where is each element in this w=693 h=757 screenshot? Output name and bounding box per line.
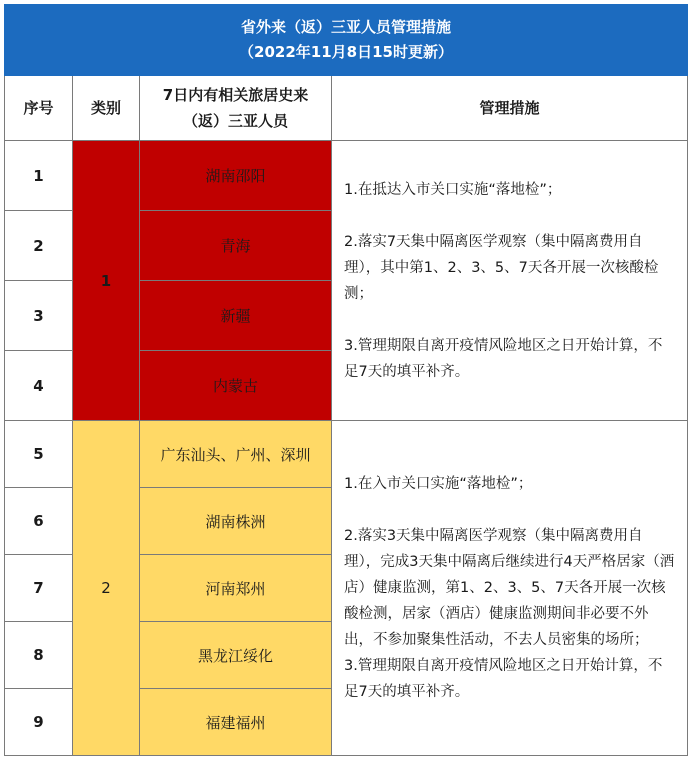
- row-index: 1: [5, 141, 73, 211]
- category-cell: 1: [73, 141, 140, 421]
- measures-cell: [332, 421, 688, 756]
- header-index: 序号: [5, 76, 73, 141]
- measure-item: 3.管理期限自离开疫情风险地区之日开始计算，不足7天的填平补齐。: [344, 337, 663, 380]
- region-cell: 湖南邵阳: [140, 141, 332, 211]
- region-cell: 河南郑州: [140, 555, 332, 622]
- measure-item: 3.管理期限自离开疫情风险地区之日开始计算，不足7天的填平补齐。: [344, 658, 663, 700]
- region-cell: 湖南株洲: [140, 488, 332, 555]
- measures-cell: [332, 141, 688, 421]
- measure-item: 2.落实7天集中隔离医学观察（集中隔离费用自理），其中第1、2、3、5、7天各开展一次核酸检测；: [344, 233, 659, 302]
- region-cell: 黑龙江绥化: [140, 622, 332, 689]
- region-cell: 福建福州: [140, 689, 332, 756]
- region-cell: 广东汕头、广州、深圳: [140, 421, 332, 488]
- table-row: [5, 141, 688, 211]
- title-line2: （2022年11月8日15时更新）: [239, 43, 453, 61]
- table-row: [5, 421, 688, 488]
- table-title: [5, 5, 688, 76]
- region-cell: 青海: [140, 211, 332, 281]
- row-index: 5: [5, 421, 73, 488]
- header-travel-line2: （返）三亚人员: [182, 112, 288, 130]
- header-travel-history: [140, 76, 332, 141]
- region-cell: 新疆: [140, 281, 332, 351]
- row-index: 7: [5, 555, 73, 622]
- header-measures: 管理措施: [332, 76, 688, 141]
- row-index: 3: [5, 281, 73, 351]
- title-line1: 省外来（返）三亚人员管理措施: [240, 18, 451, 36]
- title-row: [5, 5, 688, 76]
- row-index: 8: [5, 622, 73, 689]
- header-row: [5, 76, 688, 141]
- category-cell: 2: [73, 421, 140, 756]
- measure-item: 1.在入市关口实施“落地检”；: [344, 476, 533, 492]
- row-index: 2: [5, 211, 73, 281]
- header-category: 类别: [73, 76, 140, 141]
- measure-item: 2.落实3天集中隔离医学观察（集中隔离费用自理），完成3天集中隔离后继续进行4天严格居家（酒店）健康监测，第1、2、3、5、7天各开展一次核酸检测，居家（酒店）健康监测期间非必要不外出，不参加聚集性活动，不去人员密集的场所；: [344, 528, 675, 648]
- region-cell: 内蒙古: [140, 351, 332, 421]
- row-index: 6: [5, 488, 73, 555]
- measure-item: 1.在抵达入市关口实施“落地检”；: [344, 181, 562, 198]
- measures-table: [4, 4, 688, 756]
- row-index: 9: [5, 689, 73, 756]
- header-travel-line1: 7日内有相关旅居史来: [162, 86, 309, 104]
- row-index: 4: [5, 351, 73, 421]
